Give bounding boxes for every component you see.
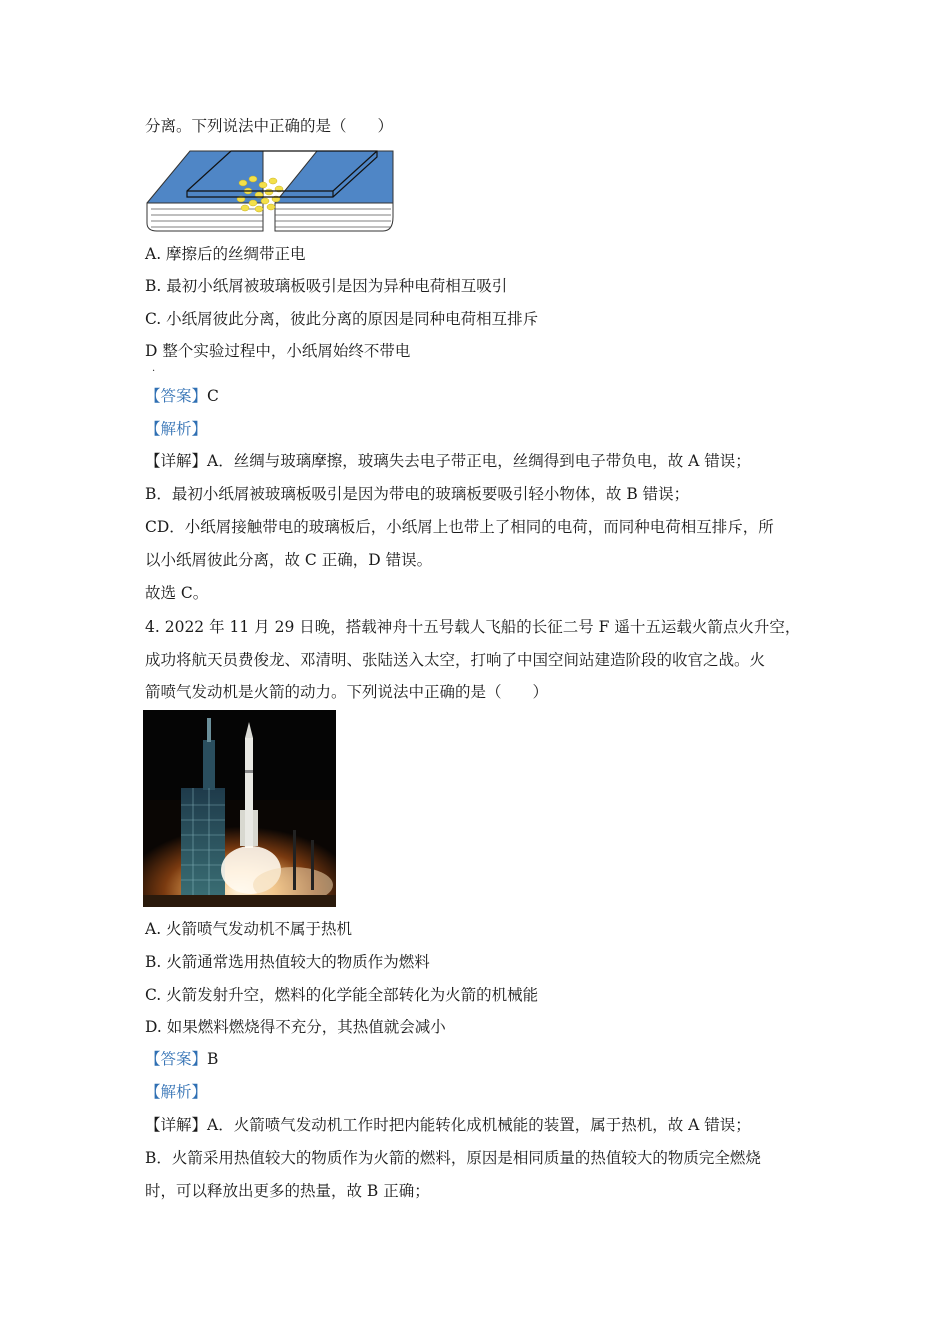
q4-stem-line-3: 箭喷气发动机是火箭的动力。下列说法中正确的是（ ） [145, 683, 549, 701]
q3-detail-line-3: CD．小纸屑接触带电的玻璃板后，小纸屑上也带上了相同的电荷，而同种电荷相互排斥，所 [145, 518, 774, 536]
q3-answer-line [145, 385, 219, 407]
q3-detail-line-1 [145, 450, 751, 472]
glass-plate-figure [145, 145, 397, 233]
q4-stem-line-2: 成功将航天员费俊龙、邓清明、张陆送入太空，打响了中国空间站建造阶段的收官之战。火 [145, 651, 766, 669]
q3-option-d: D 整个实验过程中，小纸屑始终不带电 [145, 342, 411, 360]
detail-text: A．火箭喷气发动机工作时把内能转化成机械能的装置，属于热机，故 A 错误； [207, 1116, 751, 1134]
q4-option-c: C. 火箭发射升空，燃料的化学能全部转化为火箭的机械能 [145, 986, 539, 1004]
q3-conclusion: 故选 C。 [145, 584, 209, 602]
answer-tag: 【答案】 [145, 387, 208, 405]
q3-detail-line-4: 以小纸屑彼此分离，故 C 正确，D 错误。 [145, 551, 433, 569]
rocket-launch-photo [143, 710, 336, 907]
answer-value: B [207, 1050, 219, 1068]
q3-analysis-tag: 【解析】 [145, 420, 208, 438]
answer-value: C [207, 387, 219, 405]
q3-option-a: A. 摩擦后的丝绸带正电 [145, 245, 306, 263]
q4-option-b: B. 火箭通常选用热值较大的物质作为燃料 [145, 953, 430, 971]
q3-option-b: B. 最初小纸屑被玻璃板吸引是因为异种电荷相互吸引 [145, 277, 508, 295]
detail-text: A．丝绸与玻璃摩擦，玻璃失去电子带正电，丝绸得到电子带负电，故 A 错误； [207, 452, 751, 470]
q4-stem-line-1: 4. 2022 年 11 月 29 日晚，搭载神舟十五号载人飞船的长征二号 F 遥十五运载火箭点火升空， [145, 618, 801, 636]
q4-detail-line-1 [145, 1114, 751, 1136]
q4-option-d: D. 如果燃料燃烧得不充分，其热值就会减小 [145, 1018, 446, 1036]
q4-detail-line-3: 时，可以释放出更多的热量，故 B 正确； [145, 1182, 430, 1200]
detail-tag: 【详解】 [145, 452, 208, 470]
q4-option-a: A. 火箭喷气发动机不属于热机 [145, 920, 353, 938]
answer-tag: 【答案】 [145, 1050, 208, 1068]
q3-option-c: C. 小纸屑彼此分离，彼此分离的原因是同种电荷相互排斥 [145, 310, 539, 328]
q4-answer-line [145, 1048, 218, 1070]
q3-stem-tail: 分离。下列说法中正确的是（ ） [145, 117, 394, 135]
q4-analysis-tag: 【解析】 [145, 1083, 208, 1101]
q3-detail-line-2: B．最初小纸屑被玻璃板吸引是因为带电的玻璃板要吸引轻小物体，故 B 错误； [145, 485, 690, 503]
q4-detail-line-2: B．火箭采用热值较大的物质作为火箭的燃料，原因是相同质量的热值较大的物质完全燃烧 [145, 1149, 761, 1167]
stray-dot: · [152, 366, 156, 377]
detail-tag: 【详解】 [145, 1116, 208, 1134]
